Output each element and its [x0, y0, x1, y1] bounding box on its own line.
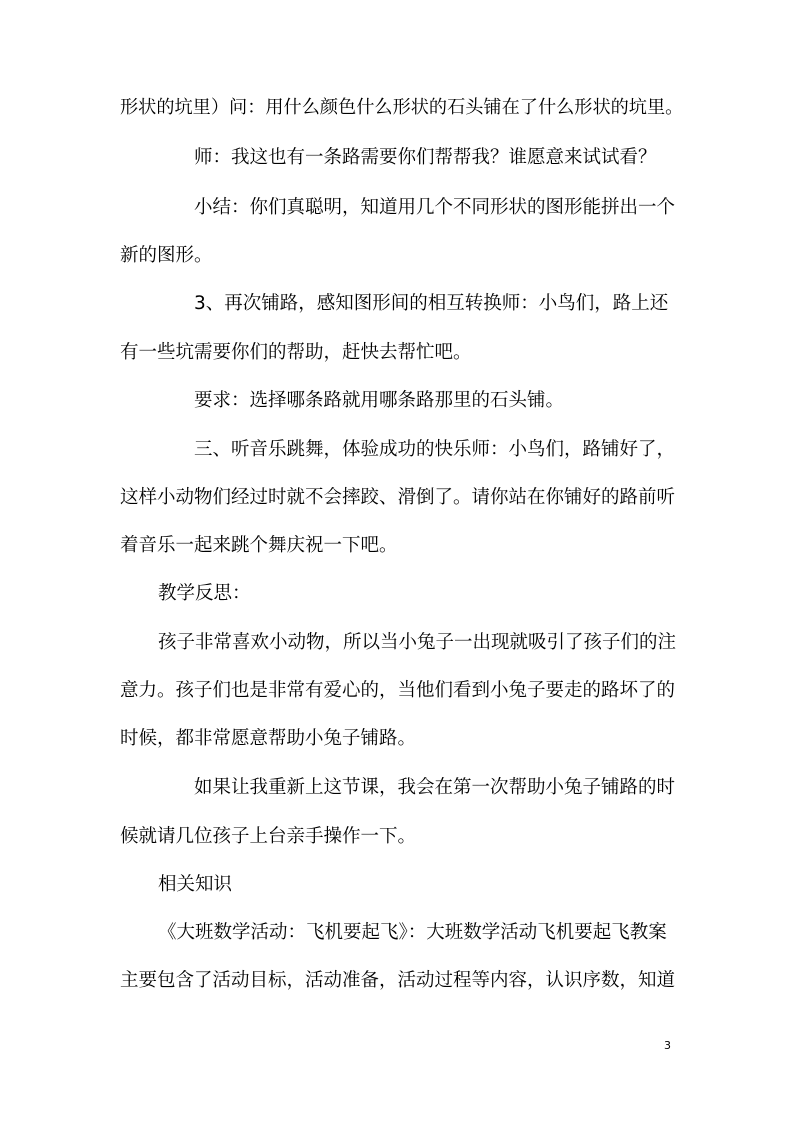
text-line: 有一些坑需要你们的帮助，赶快去帮忙吧。 [120, 342, 472, 363]
text-line: 如果让我重新上这节课，我会在第一次帮助小兔子铺路的时 [194, 777, 676, 798]
page-number: 3 [664, 1039, 671, 1052]
section-heading: 相关知识 [158, 874, 233, 895]
text-line: 《大班数学活动：飞机要起飞》：大班数学活动飞机要起飞教案 [158, 922, 667, 943]
text-line: 着音乐一起来跳个舞庆祝一下吧。 [120, 535, 398, 556]
text-line: 三、听音乐跳舞，体验成功的快乐师：小鸟们，路铺好了， [194, 439, 676, 460]
text-line: 小结：你们真聪明，知道用几个不同形状的图形能拼出一个 [194, 197, 676, 218]
text-line: 形状的坑里）问：用什么颜色什么形状的石头铺在了什么形状的坑里。 [120, 97, 684, 118]
text-line: 师：我这也有一条路需要你们帮帮我？谁愿意来试试看？ [194, 147, 657, 168]
text-line: 新的图形。 [120, 245, 213, 266]
text-line: 要求：选择哪条路就用哪条路那里的石头铺。 [194, 390, 565, 411]
text-line: 候就请几位孩子上台亲手操作一下。 [120, 826, 417, 847]
text-line: 这样小动物们经过时就不会摔跤、滑倒了。请你站在你铺好的路前听 [120, 487, 676, 508]
text-line: 孩子非常喜欢小动物，所以当小兔子一出现就吸引了孩子们的注 [158, 632, 677, 653]
text-line: 主要包含了活动目标，活动准备，活动过程等内容，认识序数，知道 [120, 970, 676, 991]
text-line: 3、再次铺路，感知图形间的相互转换师：小鸟们，路上还 [194, 293, 669, 314]
text-line: 意力。孩子们也是非常有爱心的，当他们看到小兔子要走的路坏了的 [120, 680, 676, 701]
section-heading: 教学反思： [158, 583, 251, 604]
text-line: 时候，都非常愿意帮助小兔子铺路。 [120, 728, 417, 749]
